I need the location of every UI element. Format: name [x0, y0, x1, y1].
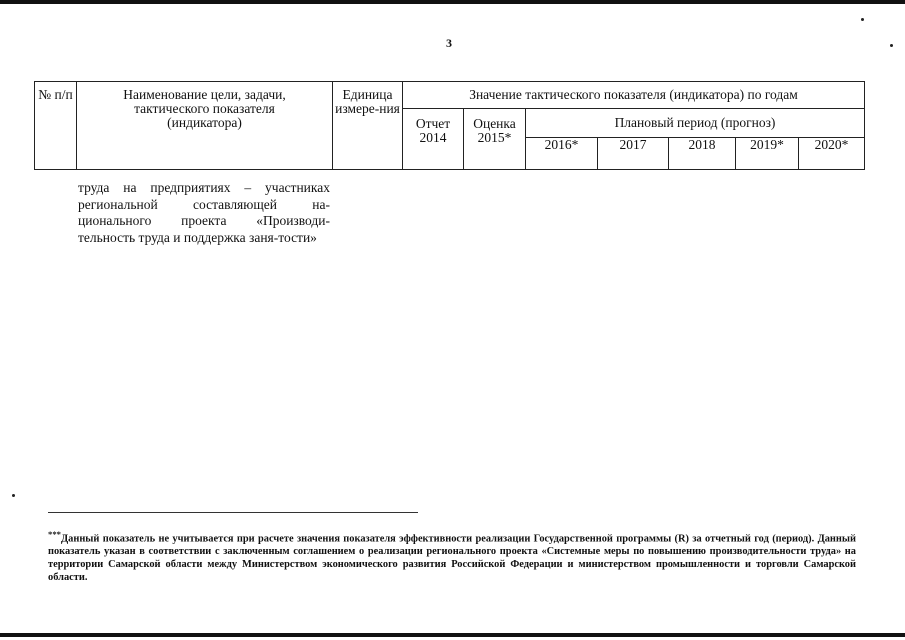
scan-speck [12, 494, 15, 497]
footnote-rule [48, 512, 418, 513]
col-header-estimate-2015: Оценка 2015* [464, 109, 526, 170]
footnote [48, 528, 856, 584]
col-header-year: 2018 [669, 138, 736, 170]
indicator-name-continuation: труда на предприятиях – участниках региональной составляющей на-ционального проекта «Производи-тельность труда и поддержка заня-тости» [78, 180, 330, 245]
scan-edge-top [0, 0, 905, 4]
col-header-year: 2016* [526, 138, 598, 170]
scan-speck [890, 44, 893, 47]
col-header-report-2014: Отчет 2014 [403, 109, 464, 170]
scan-edge-bottom [0, 633, 905, 637]
footnote-text: Данный показатель не учитывается при расчете значения показателя эффективности реализации Государственной программы (R) за отчетный год (период). Данный показатель указан в соответствии с заключенным соглашением о реализации регионального проекта «Системные меры по повышению производительности труда» на территории Самарской области между Министерством экономического развития Российской Федерации и министерством промышленности и торговли Самарской области. [48, 533, 856, 584]
col-header-number: № п/п [35, 82, 77, 170]
col-header-year: 2020* [799, 138, 865, 170]
col-header-year: 2019* [736, 138, 799, 170]
col-header-values: Значение тактического показателя (индикатора) по годам [403, 82, 865, 109]
indicators-table-header [34, 81, 865, 170]
col-header-name: Наименование цели, задачи, тактического показателя (индикатора) [77, 82, 333, 170]
scan-speck [861, 18, 864, 21]
col-header-unit: Единица измере-ния [333, 82, 403, 170]
col-header-year: 2017 [598, 138, 669, 170]
col-header-plan-period: Плановый период (прогноз) [526, 109, 865, 138]
footnote-marker: *** [48, 529, 61, 539]
page-number: 3 [446, 36, 452, 50]
